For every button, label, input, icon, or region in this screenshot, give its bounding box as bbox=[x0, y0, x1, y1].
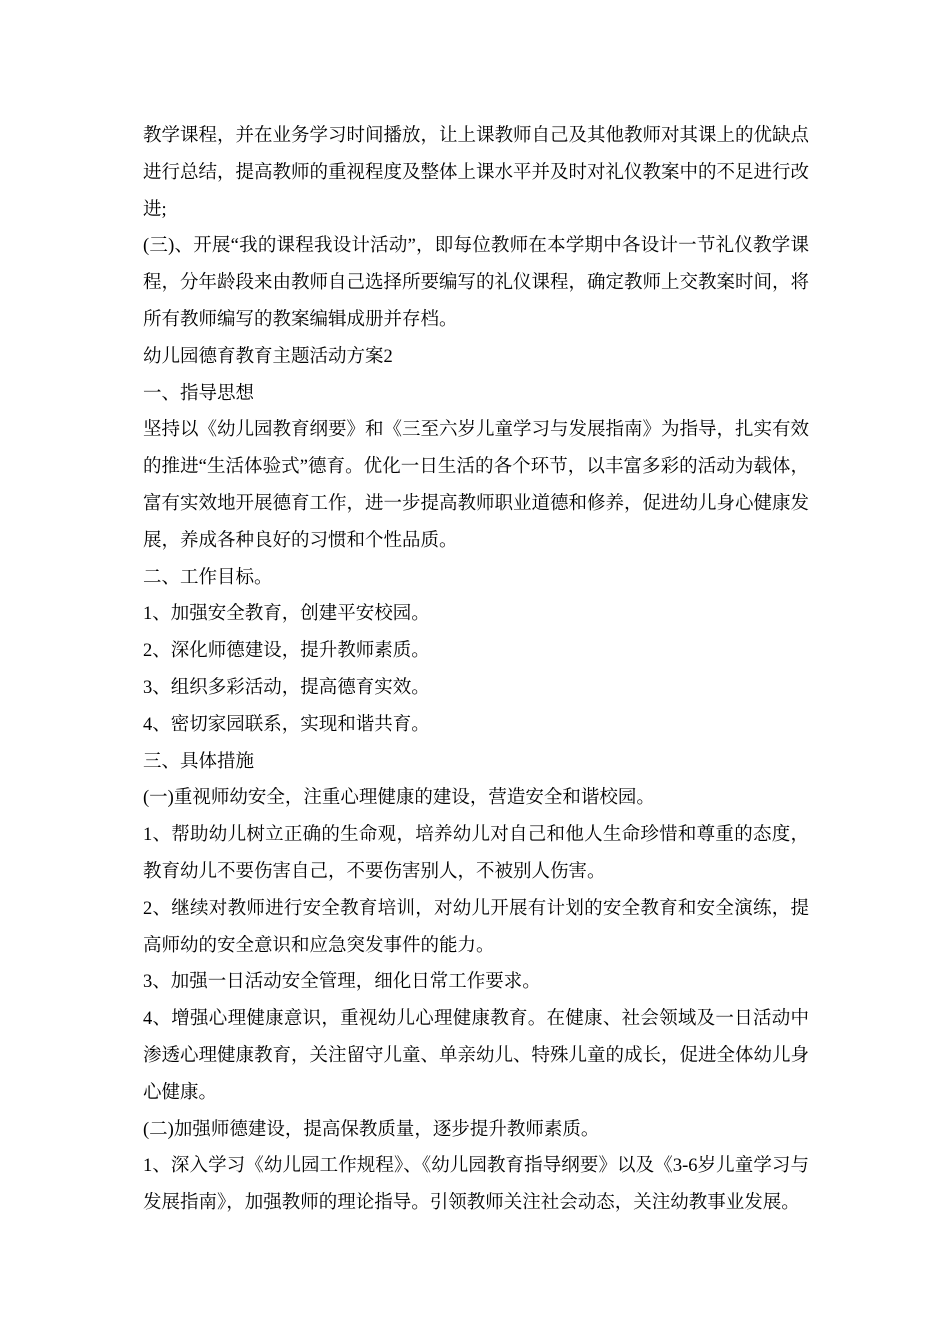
list-item-goal-2: 2、深化师德建设，提升教师素质。 bbox=[143, 641, 430, 662]
paragraph-intro-continuation: 教学课程，并在业务学习时间播放，让上课教师自己及其他教师对其课上的优缺点进行总结，提高教师的重视程度及整体上课水平并及时对礼仪教案中的不足进行改进; bbox=[143, 126, 810, 220]
paragraph-guiding-thought: 坚持以《幼儿园教育纲要》和《三至六岁儿童学习与发展指南》为指导，扎实有效的推进“生活体验式”德育。优化一日生活的各个环节，以丰富多彩的活动为载体，富有实效地开展德育工作，进一步提高教师职业道德和修养，促进幼儿身心健康发展，养成各种良好的习惯和个性品质。 bbox=[143, 420, 810, 551]
list-item-goal-1: 1、加强安全教育，创建平安校园。 bbox=[143, 604, 430, 625]
section-heading-work-goals: 二、工作目标。 bbox=[143, 567, 273, 588]
subsection-heading-safety: (一)重视师幼安全，注重心理健康的建设，营造安全和谐校园。 bbox=[143, 788, 655, 809]
section-heading-guiding-thought: 一、指导思想 bbox=[143, 383, 255, 404]
list-item-measure-3: 3、加强一日活动安全管理，细化日常工作要求。 bbox=[143, 972, 541, 993]
list-item-ethics-1: 1、深入学习《幼儿园工作规程》、《幼儿园教育指导纲要》以及《3-6岁儿童学习与发展指南》，加强教师的理论指导。引领教师关注社会动态，关注幼教事业发展。 bbox=[143, 1156, 809, 1214]
section-heading-measures: 三、具体措施 bbox=[143, 751, 255, 772]
subsection-heading-ethics: (二)加强师德建设，提高保教质量，逐步提升教师素质。 bbox=[143, 1119, 600, 1140]
list-item-goal-4: 4、密切家园联系，实现和谐共育。 bbox=[143, 714, 430, 735]
paragraph-item-three: (三)、开展“我的课程我设计活动”，即每位教师在本学期中各设计一节礼仪教学课程，分年龄段来由教师自己选择所要编写的礼仪课程，确定教师上交教案时间，将所有教师编写的教案编辑成册并存档。 bbox=[143, 236, 810, 330]
list-item-measure-1: 1、帮助幼儿树立正确的生命观，培养幼儿对自己和他人生命珍惜和尊重的态度，教育幼儿不要伤害自己，不要伤害别人，不被别人伤害。 bbox=[143, 825, 809, 882]
list-item-measure-4: 4、增强心理健康意识，重视幼儿心理健康教育。在健康、社会领域及一日活动中渗透心理健康教育，关注留守儿童、单亲幼儿、特殊儿童的成长，促进全体幼儿身心健康。 bbox=[143, 1009, 810, 1103]
list-item-measure-2: 2、继续对教师进行安全教育培训，对幼儿开展有计划的安全教育和安全演练，提高师幼的安全意识和应急突发事件的能力。 bbox=[143, 898, 809, 956]
document-body bbox=[143, 118, 809, 1222]
document-title: 幼儿园德育教育主题活动方案2 bbox=[143, 346, 393, 367]
list-item-goal-3: 3、组织多彩活动，提高德育实效。 bbox=[143, 677, 430, 698]
